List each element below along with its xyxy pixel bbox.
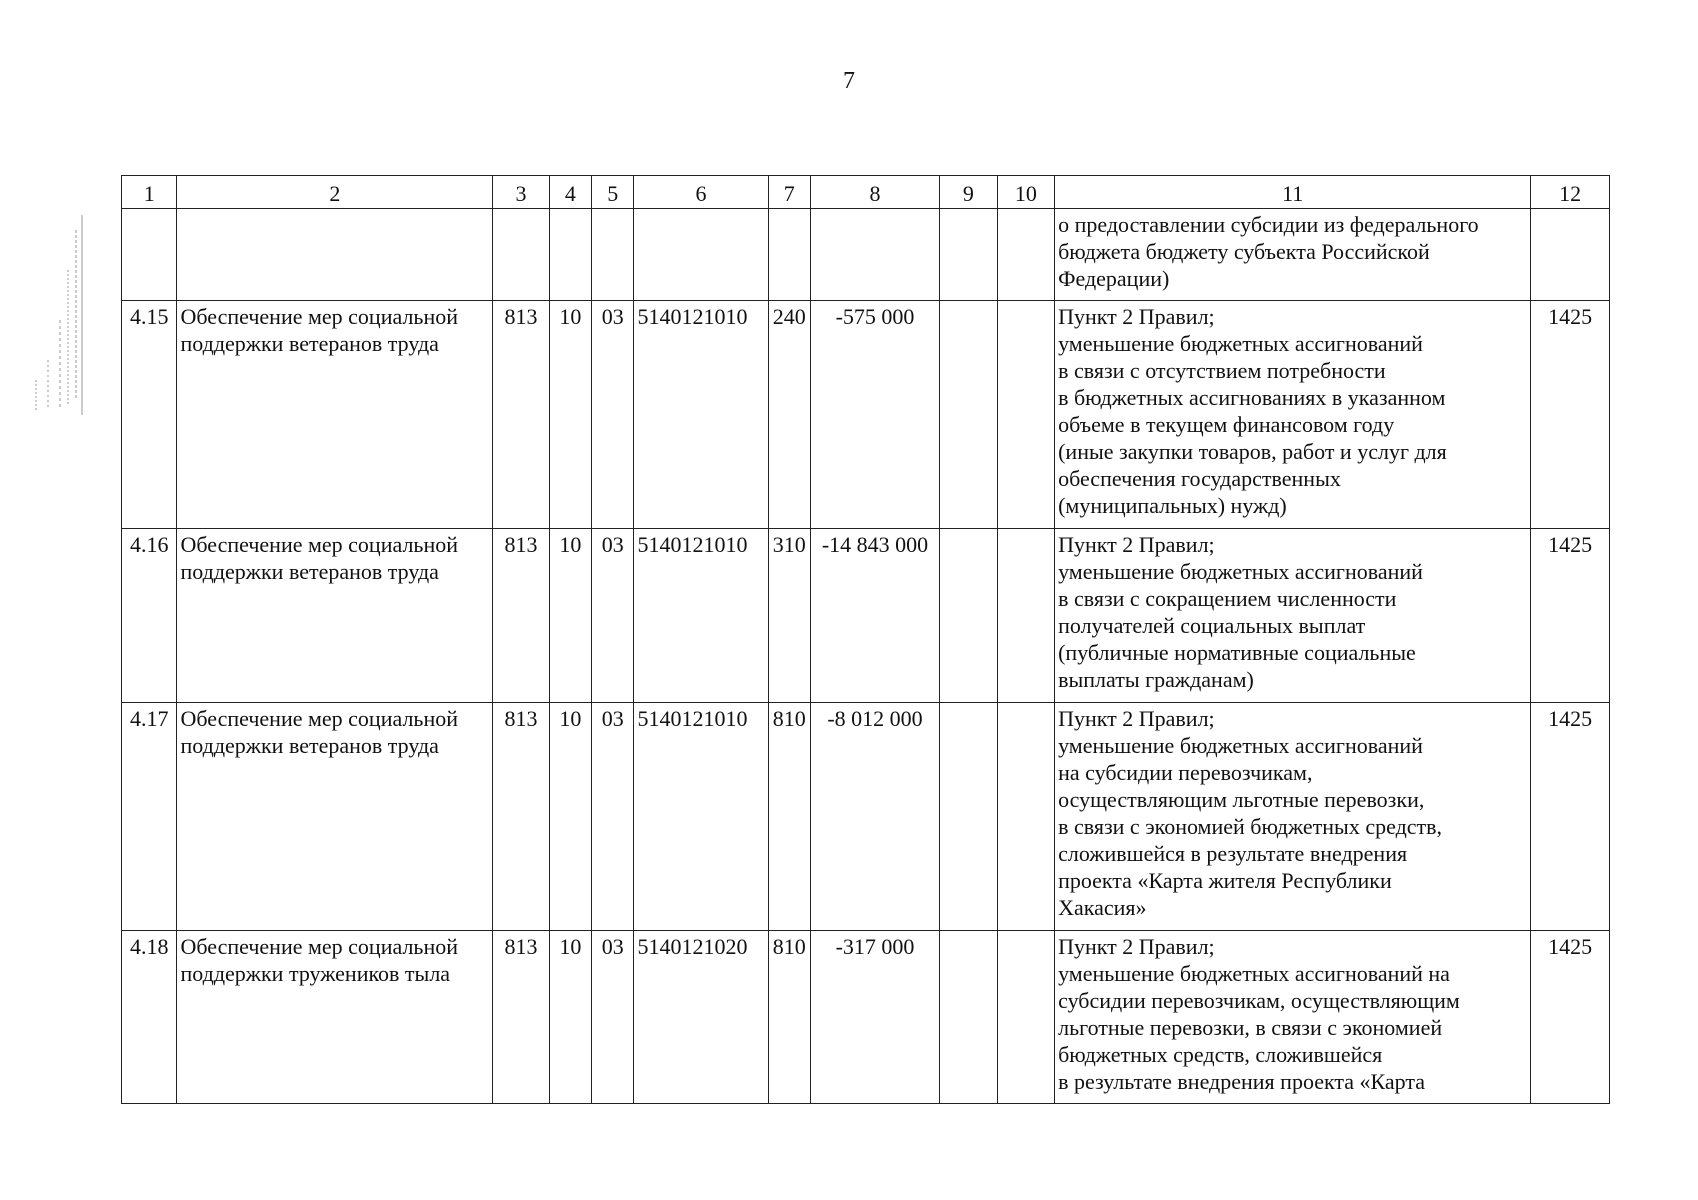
table-row xyxy=(122,529,1610,703)
ministry-code: 813 xyxy=(493,703,549,931)
header-cell: 12 xyxy=(1531,176,1610,209)
row-number: 4.15 xyxy=(122,301,177,529)
row-number: 4.18 xyxy=(122,931,177,1104)
text-line: Обеспечение мер социальной xyxy=(180,532,458,557)
column-9-value xyxy=(940,703,998,931)
ministry-code: 813 xyxy=(493,931,549,1104)
header-cell: 2 xyxy=(177,176,493,209)
row-reason xyxy=(1055,301,1531,529)
text-line: (публичные нормативные социальные xyxy=(1058,640,1416,665)
text-line: Федерации) xyxy=(1058,266,1170,291)
subsection-code: 03 xyxy=(592,703,634,931)
text-line: в связи с отсутствием потребности xyxy=(1058,358,1386,383)
target-article-code: 5140121010 xyxy=(634,529,768,703)
column-10-value xyxy=(997,931,1055,1104)
table-row xyxy=(122,931,1610,1104)
row-name xyxy=(177,529,493,703)
header-cell: 11 xyxy=(1055,176,1531,209)
text-line: получателей социальных выплат xyxy=(1058,613,1366,638)
amount: -14 843 000 xyxy=(810,529,939,703)
target-article-code: 5140121010 xyxy=(634,301,768,529)
document-code: 1425 xyxy=(1531,703,1610,931)
expense-type-code: 810 xyxy=(768,931,810,1104)
text-line: Пункт 2 Правил; xyxy=(1058,532,1215,557)
text-line: Обеспечение мер социальной xyxy=(180,706,458,731)
text-line: Хакасия» xyxy=(1058,895,1147,920)
header-cell: 5 xyxy=(592,176,634,209)
row-name xyxy=(177,301,493,529)
text-line: (иные закупки товаров, работ и услуг для xyxy=(1058,439,1447,464)
expense-type-code: 810 xyxy=(768,703,810,931)
budget-changes-table xyxy=(121,175,1610,1104)
text-line: поддержки тружеников тыла xyxy=(180,961,451,986)
text-line: в бюджетных ассигнованиях в указанном xyxy=(1058,385,1446,410)
text-line: уменьшение бюджетных ассигнований xyxy=(1058,559,1423,584)
continuation-row xyxy=(122,209,1610,301)
subsection-code: 03 xyxy=(592,931,634,1104)
text-line: бюджетных средств, сложившейся xyxy=(1058,1042,1383,1067)
ministry-code: 813 xyxy=(493,529,549,703)
section-code: 10 xyxy=(549,703,591,931)
target-article-code: 5140121010 xyxy=(634,703,768,931)
text-line: в связи с сокращением численности xyxy=(1058,586,1397,611)
header-cell: 8 xyxy=(810,176,939,209)
registration-stamp xyxy=(20,210,90,420)
row-name xyxy=(177,703,493,931)
header-cell: 3 xyxy=(493,176,549,209)
header-cell: 9 xyxy=(940,176,998,209)
text-line: (муниципальных) нужд) xyxy=(1058,493,1287,518)
text-line: уменьшение бюджетных ассигнований на xyxy=(1058,961,1450,986)
text-line: бюджета бюджету субъекта Российской xyxy=(1058,239,1430,264)
text-line: Пункт 2 Правил; xyxy=(1058,304,1215,329)
text-line: уменьшение бюджетных ассигнований xyxy=(1058,733,1423,758)
header-cell: 6 xyxy=(634,176,768,209)
text-line: Пункт 2 Правил; xyxy=(1058,934,1215,959)
text-line: субсидии перевозчикам, осуществляющим xyxy=(1058,988,1460,1013)
column-9-value xyxy=(940,301,998,529)
text-line: поддержки ветеранов труда xyxy=(180,733,439,758)
continuation-text xyxy=(1055,209,1531,301)
section-code: 10 xyxy=(549,529,591,703)
text-line: на субсидии перевозчикам, xyxy=(1058,760,1313,785)
table-row xyxy=(122,703,1610,931)
text-line: Пункт 2 Правил; xyxy=(1058,706,1215,731)
header-cell: 7 xyxy=(768,176,810,209)
amount: -317 000 xyxy=(810,931,939,1104)
header-row xyxy=(122,176,1610,209)
text-line: поддержки ветеранов труда xyxy=(180,559,439,584)
subsection-code: 03 xyxy=(592,529,634,703)
text-line: объеме в текущем финансовом году xyxy=(1058,412,1395,437)
text-line: выплаты гражданам) xyxy=(1058,667,1254,692)
text-line: поддержки ветеранов труда xyxy=(180,331,439,356)
amount: -575 000 xyxy=(810,301,939,529)
row-number: 4.17 xyxy=(122,703,177,931)
column-10-value xyxy=(997,529,1055,703)
amount: -8 012 000 xyxy=(810,703,939,931)
document-code: 1425 xyxy=(1531,301,1610,529)
column-10-value xyxy=(997,703,1055,931)
table-row xyxy=(122,301,1610,529)
text-line: уменьшение бюджетных ассигнований xyxy=(1058,331,1423,356)
column-10-value xyxy=(997,301,1055,529)
text-line: Обеспечение мер социальной xyxy=(180,934,458,959)
expense-type-code: 240 xyxy=(768,301,810,529)
page-number: 7 xyxy=(843,68,855,94)
document-code: 1425 xyxy=(1531,529,1610,703)
column-9-value xyxy=(940,931,998,1104)
text-line: сложившейся в результате внедрения xyxy=(1058,841,1408,866)
header-cell: 1 xyxy=(122,176,177,209)
text-line: осуществляющим льготные перевозки, xyxy=(1058,787,1425,812)
row-name xyxy=(177,931,493,1104)
row-reason xyxy=(1055,703,1531,931)
row-reason xyxy=(1055,529,1531,703)
column-9-value xyxy=(940,529,998,703)
row-reason xyxy=(1055,931,1531,1104)
section-code: 10 xyxy=(549,301,591,529)
text-line: Обеспечение мер социальной xyxy=(180,304,458,329)
header-cell: 4 xyxy=(549,176,591,209)
document-code: 1425 xyxy=(1531,931,1610,1104)
row-number: 4.16 xyxy=(122,529,177,703)
text-line: обеспечения государственных xyxy=(1058,466,1341,491)
text-line: о предоставлении субсидии из федерального xyxy=(1058,212,1479,237)
section-code: 10 xyxy=(549,931,591,1104)
header-cell: 10 xyxy=(997,176,1055,209)
subsection-code: 03 xyxy=(592,301,634,529)
text-line: в результате внедрения проекта «Карта xyxy=(1058,1069,1426,1094)
target-article-code: 5140121020 xyxy=(634,931,768,1104)
text-line: в связи с экономией бюджетных средств, xyxy=(1058,814,1443,839)
text-line: проекта «Карта жителя Республики xyxy=(1058,868,1392,893)
ministry-code: 813 xyxy=(493,301,549,529)
text-line: льготные перевозки, в связи с экономией xyxy=(1058,1015,1443,1040)
expense-type-code: 310 xyxy=(768,529,810,703)
